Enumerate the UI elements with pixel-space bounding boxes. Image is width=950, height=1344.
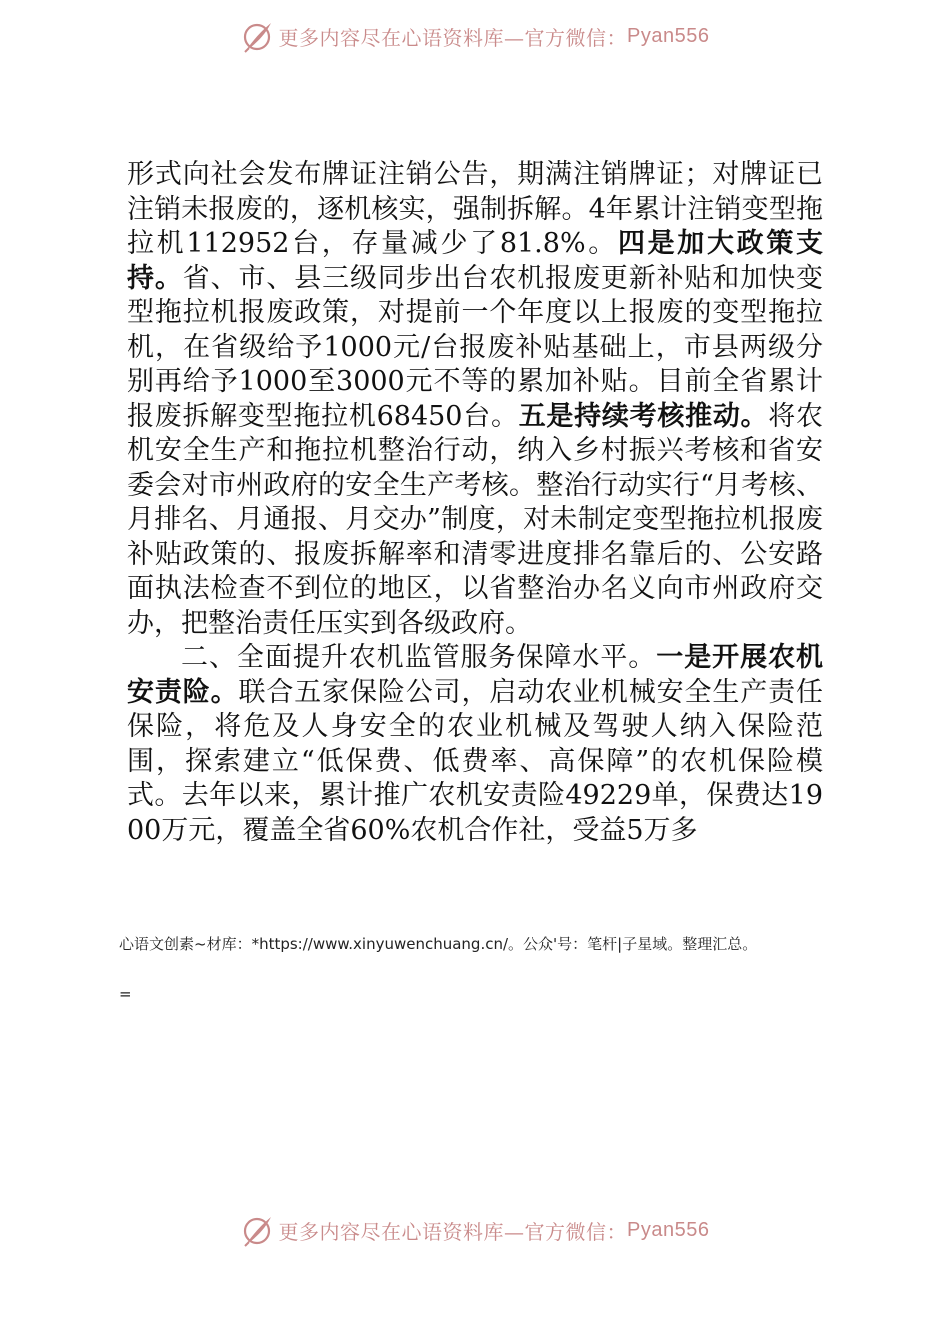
footer-banner-text: 更多内容尽在心语资料库—官方微信： bbox=[278, 1219, 628, 1244]
quill-logo-icon bbox=[241, 19, 275, 53]
footer-wechat-id: Pyan556 bbox=[627, 1218, 710, 1241]
section-heading: 二、全面提升农机监管服务保障水平。 bbox=[181, 642, 657, 673]
paragraph-1 bbox=[127, 158, 823, 641]
header-banner bbox=[0, 16, 950, 56]
paragraph-text: 联合五家保险公司，启动农业机械安全生产责任保险，将危及人身安全的农业机械及驾驶人纳入保险范围，探索建立“低保费、低费率、高保障”的农机保险模式。去年以来，累计推广农机安责险49229单，保费达1900万元，覆盖全省60%农机合作社，受益5万多 bbox=[127, 676, 823, 846]
source-note: 心语文创素~材库：*https://www.xinyuwenchuang.cn/。公众'号：笔杆|子星域。整理汇总。 bbox=[119, 935, 758, 953]
header-banner-text: 更多内容尽在心语资料库—官方微信： bbox=[278, 25, 628, 50]
quill-logo-icon bbox=[241, 1213, 275, 1247]
equals-mark: = bbox=[119, 985, 132, 1003]
document-body bbox=[127, 158, 823, 848]
bold-heading-policy-support: 四是加大政策支持。 bbox=[127, 228, 824, 294]
paragraph-text: 形式向社会发布牌证注销公告，期满注销牌证；对牌证已注销未报废的，逐机核实，强制拆解。4年累计注销变型拖拉机112952台，存量减少了81.8%。 bbox=[127, 159, 823, 259]
paragraph-text: 省、市、县三级同步出台农机报废更新补贴和加快变型拖拉机报废政策，对提前一个年度以上报废的变型拖拉机，在省级给予1000元/台报废补贴基础上，市县两级分别再给予1000至3000元不等的累加补贴。目前全省累计报废拆解变型拖拉机68450台。 bbox=[127, 262, 823, 432]
paragraph-text: 将农机安全生产和拖拉机整治行动，纳入乡村振兴考核和省安委会对市州政府的安全生产考核。整治行动实行“月考核、月排名、月通报、月交办”制度，对未制定变型拖拉机报废补贴政策的、报废拆解率和清零进度排名靠后的、公安路面执法检查不到位的地区，以省整治办名义向市州政府交办，把整治责任压实到各级政府。 bbox=[127, 400, 824, 639]
bold-heading-assessment: 五是持续考核推动。 bbox=[518, 400, 769, 432]
paragraph-2 bbox=[127, 641, 823, 848]
bold-heading-insurance: 一是开展农机安责险。 bbox=[127, 642, 824, 708]
header-wechat-id: Pyan556 bbox=[627, 24, 710, 47]
footer-banner bbox=[0, 1210, 950, 1250]
